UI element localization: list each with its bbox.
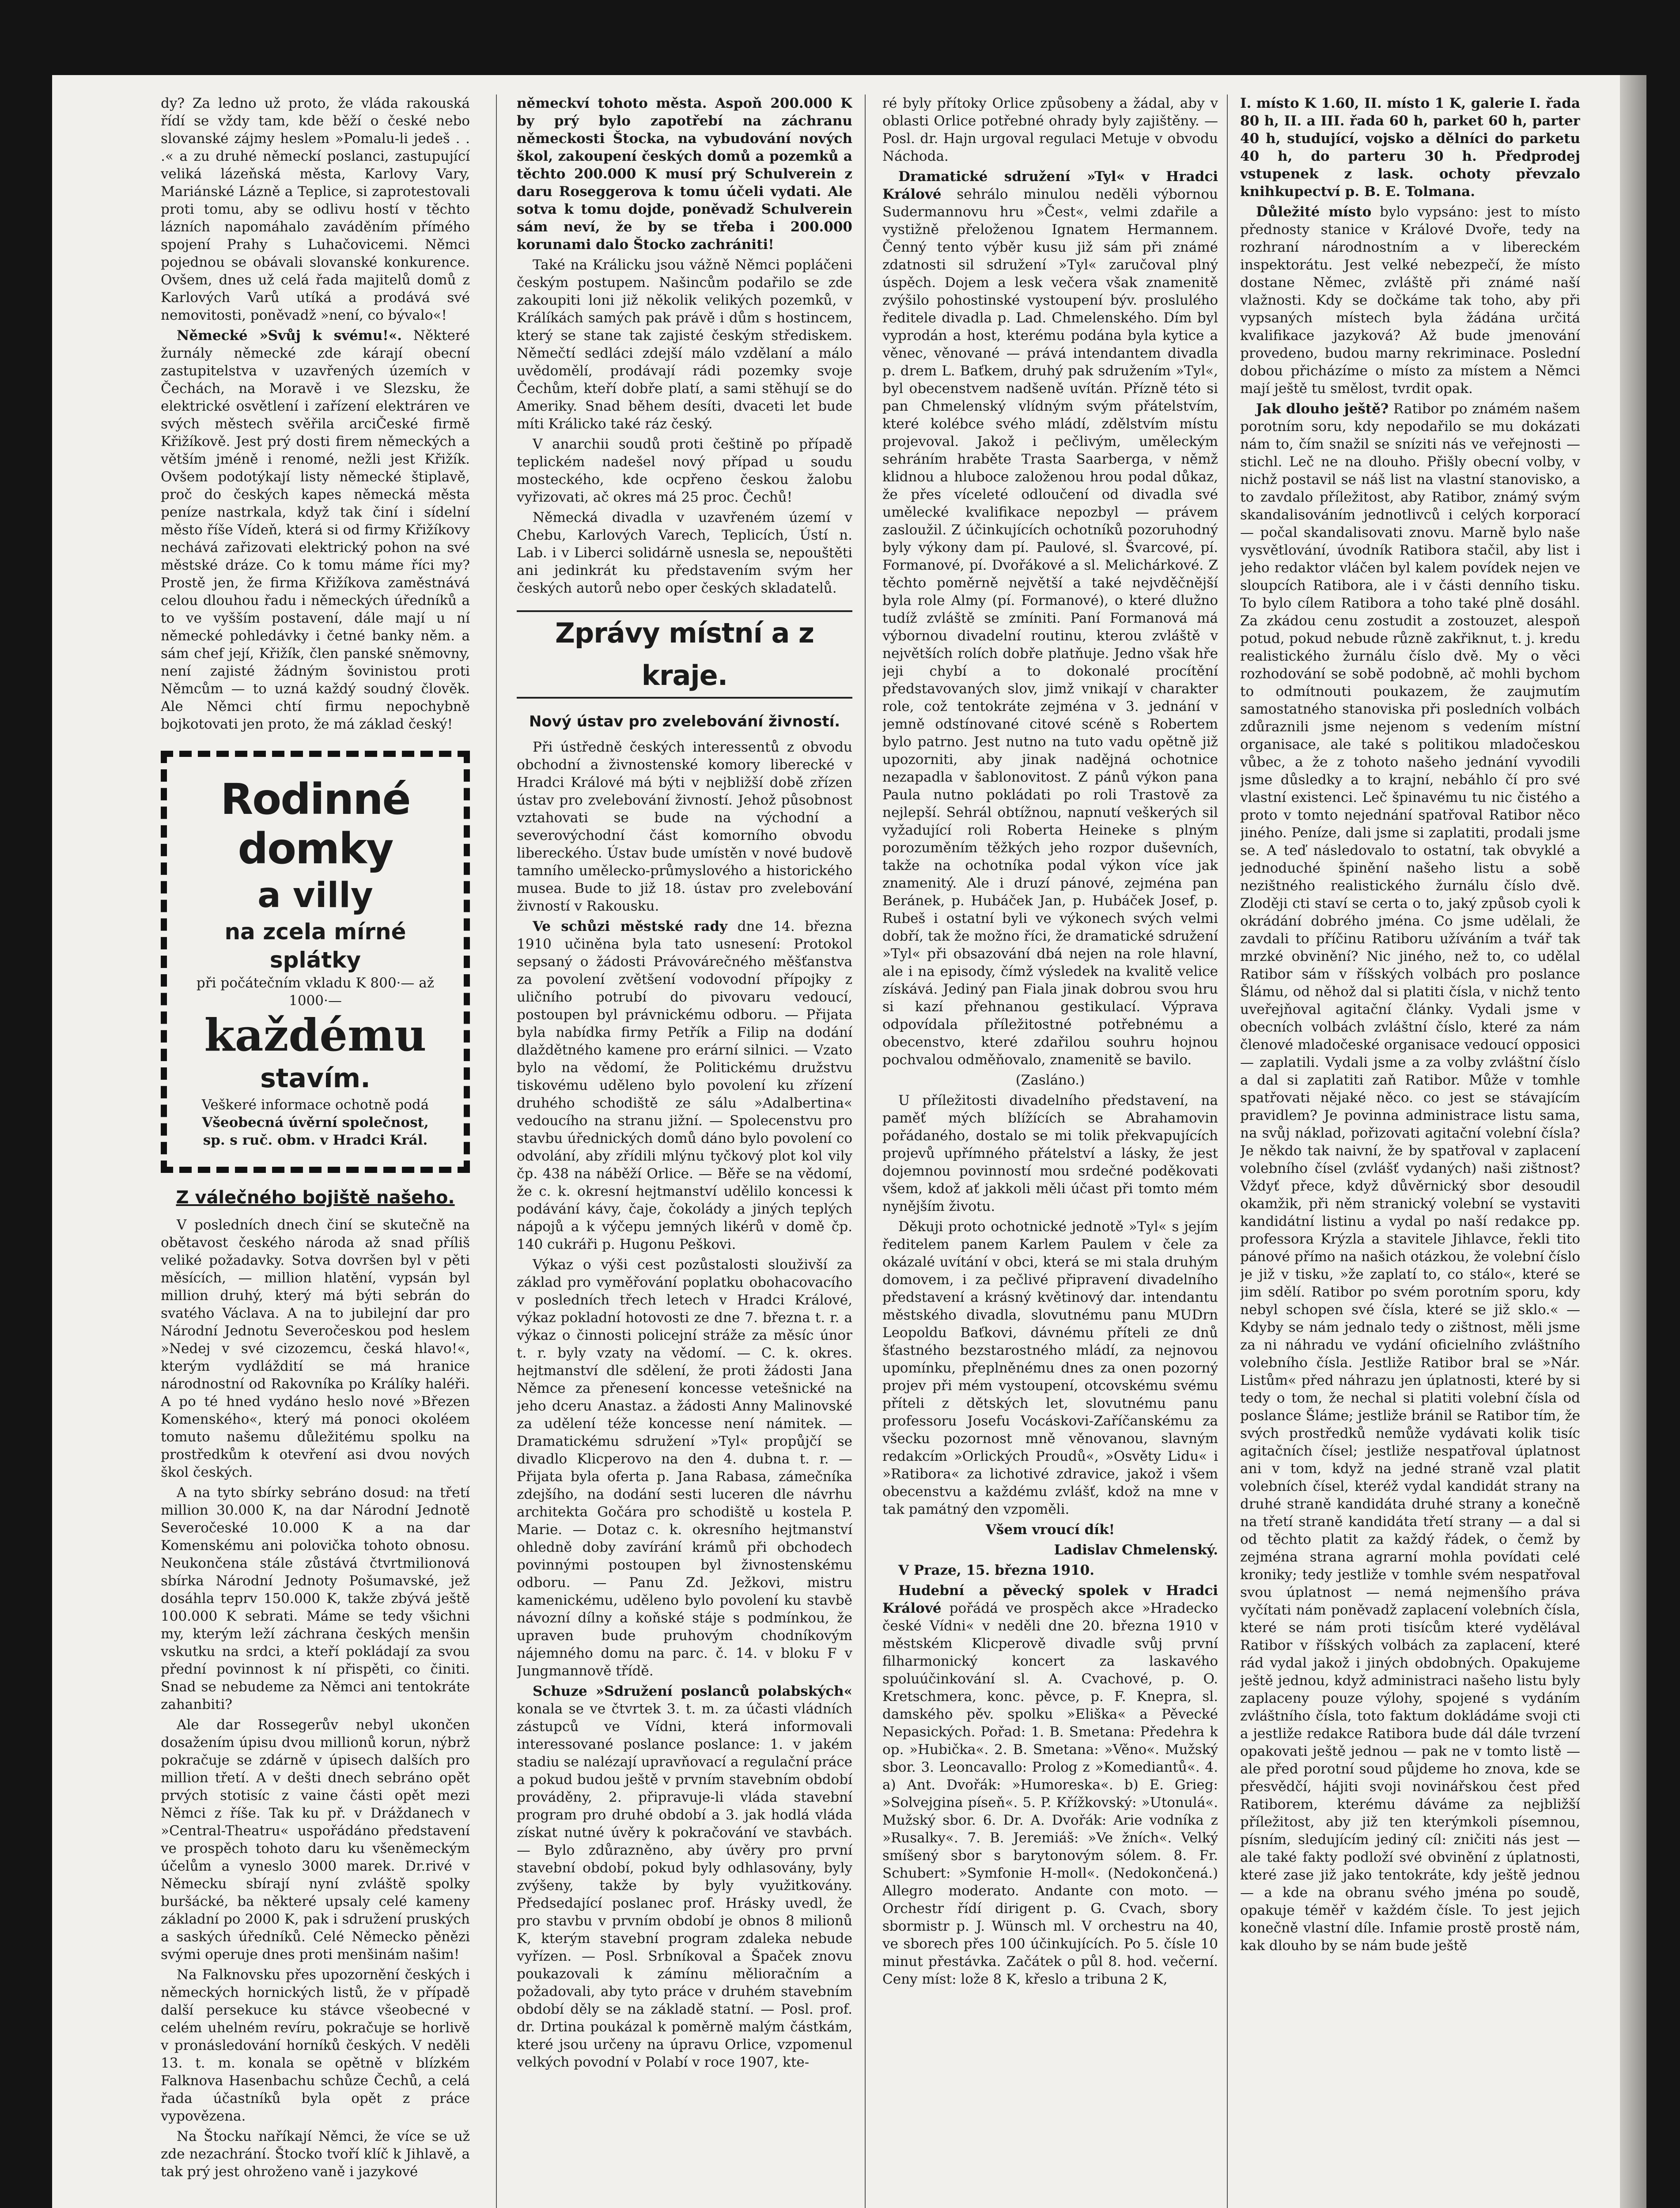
ad-location: sp. s ruč. obm. v Hradci Král. [203, 1132, 428, 1148]
dateline: V Praze, 15. března 1910. [898, 1562, 1095, 1578]
paragraph-text: Některé žurnály německé zde kárají obecní zastupitelstva v uzavřených územích v Čechách, na Moravě i ve Slezsku, že elektrické osvětlení i zařízení elektráren ve svých městech svěřila arciČeské firmě Křižíkově. Jest prý dosti firem německých a větším jméně i renomé, nežli jest Křižík. Ovšem podotýkají listy německé štiplavě, proč do českých kapes německá města peníze nastrkala, když tak činí i sídelní město říše Vídeň, která si od firmy Křižíkovy nechává zařizovati elektrický pohon na své městské dráze. Co k tomu máme říci my? Prostě jen, že firma Křižíkova zaměstnává celou dlouhou řadu i německých úředníků a to ve vyšším postavení, dále mají u ní německé pohledávky i četné banky něm. a sám chef její, Křižík, člen panské sněmovny, není zajisté žádným šovinistou proti Němcům — to uzná každý soudný člověk. Ale Němci chtí firmu nepochybně bojkotovati jen proto, že má základ český! [161, 328, 470, 732]
ad-subtitle: a villy [257, 876, 373, 915]
column-1 [161, 95, 470, 2208]
article-heading: Nový ústav pro zvelebování živností. [529, 713, 840, 730]
paragraph: U příležitosti divadelního představení, na paměť mých blížících se Abrahamovin pořádaného, dostalo se mi tolik překvapujících projevů upřímného přátelství a lásky, že jest dojemnou povinností mou srdečné poděkovati všem, kdož ať jakkoli měli účast při tomto mém nynějším životu. [882, 1093, 1218, 1214]
paragraph: dy? Za ledno už proto, že vláda rakouská řídí se vždy tam, kde běží o české nebo slovanské zájmy heslem »Pomalu-li jedeš . . .« a zu druhé německí poslanci, zastupující veliká lázeňská města, Karlovy Vary, Mariánské Lázně a Teplice, si zaprotestovali proti tomu, aby se odlivu hostí v těchto lázních napomáhalo zaváděním přímého spojení Prahy s Luhačovicemi. Němci pojednou se obávali slovanské konkurence. Ovšem, dnes už celá řada majitelů domů z Karlových Varů utíká a prodává své nemovitosti, poněvadž »není, co bývalo«! [161, 95, 470, 323]
paragraph [882, 168, 1218, 1069]
paragraph: Německá divadla v uzavřeném území v Chebu, Karlových Varech, Teplicích, Ústí n. Lab. i v Liberci solidárně usnesla se, nepouštěti ani jedinkrát ku představením svým her českých autorů nebo oper českých skladatelů. [517, 510, 852, 596]
column-4 [1240, 95, 1580, 2208]
signature: Ladislav Chmelenský. [1054, 1542, 1218, 1558]
ad-company: Všeobecná úvěrní společnost, [202, 1115, 429, 1130]
paragraph-text: konala se ve čtvrtek 3. t. m. za účasti vládních zástupců ve Vídni, která informovali interessované poslance poslance: 1. v jakém stadiu se nalézají upravňovací a regulační práce a pokud budou ještě v prvním stavebním období prováděny, 2. připravuje-li vláda stavební program pro druhé období a 3. jak hodlá vláda získat nutné úvěry k pokračování ve stavbách. — Bylo zdůrazněno, aby úvěry pro první stavební období, pokud byly odhlasovány, byly zvýšeny, takže by byly využitkovány. Předsedající poslanec prof. Hrásky uvedl, že pro stavbu v prvním období je obnos 8 milionů K, kterým stavební program zdaleka nebude vyřízen. — Posl. Srbníkoval a Špaček znovu poukazovali k zámínu mělioračním a požadovali, aby tyto práce v druhém stavebním období děly se na základě statní. — Posl. prof. dr. Drtina poukázal k poměrně malým částkám, které jsou určeny na úpravu Orlice, vzpomenul velkých povodní v Polabí v roce 1907, kte- [517, 1701, 852, 2070]
newspaper-page [52, 75, 1646, 2208]
ad-deposit: při počátečním vkladu K 800·— až 1000·— [196, 975, 435, 1009]
paragraph-lead: Německé »Svůj k svému!«. [177, 328, 402, 344]
paragraph: Na Štocku naříkají Němci, že více se už zde nezachrání. Štocko tvoří klíč k Jihlavě, a tak prý jest ohroženo vaně i jazykové [161, 2129, 470, 2180]
paragraph-text: bylo vypsáno: jest to místo přednosty stanice v Králové Dvoře, tedy na rozhraní národnostním a v libereckém inspektorátu. Jest velké nebezpečí, že místo dostane Němec, zvláště při známé naší vlažnosti. Kdy se dočkáme tak toho, aby při vypsaných místech byla žádána určitá kvalifikace jazyková? Až bude jmenování provedeno, budou marny rekriminace. Poslední dobou přicházíme o místo za místem a Němci mají ještě tu smělost, tvrdit opak. [1240, 204, 1580, 397]
page-edge [1620, 75, 1646, 2208]
paragraph [1240, 400, 1580, 1955]
paragraph-lead: Jak dlouho ještě? [1256, 401, 1389, 417]
paragraph [161, 327, 470, 733]
column-3 [882, 95, 1218, 2208]
ad-verb: stavím. [260, 1063, 371, 1094]
paragraph [882, 1582, 1218, 1988]
paragraph-text: sehrálo minulou neděli výbornou Sudermannovu hru »Čest«, velmi zdařile a vystižně přeloženou Ignatem Hermannem. Čenný tento výběr kusu již sám při známé zdatnosti sil sdružení »Tyl« zaručoval plný úspěch. Dojem a lesk večera však znamenitě zvýšilo pohostinské vystoupení býv. proslulého ředitele divadla p. Lad. Chmelenského. Dím byl vyprodán a host, kterému podána byla kytice a věnec, věnované — prává intendantem divadla p. drem L. Baťkem, druhý pak sdružením »Tyl«, byl obecenstvem nadšeně uvítán. Přízně této si pan Chmelenský vlídným svým přátelstvím, které kolébce svého mládí, zdělstvím místu projevoval. Jakož i pečlivým, uměleckým sehráním hraběte Trasta Saarberga, v němž klidnou a hluboce založenou hrou podal důkaz, že přes víceleté odloučení od divadla své umělecké kvalifikace nepozbyl — právem zasloužil. Z účinkujících ochotníků pozoruhodný byly výkony dam pí. Paulové, sl. Švarcové, pí. Formanové, pí. Dvořákové a sl. Melichárkové. Z těchto poměrně největší a také nejvděčnější byla role Almy (pí. Formanové), o které dlužno tudíž zvláště se zmíniti. Paní Formanová má výbornou divadelní routinu, kterou zvláště v největších rolích dobře platňuje. Jedno však hře jeji chybí a to dokonalé procítění představovaných slov, jimž vnikají v charakter role, což tentokráte zejména v 3. jednání v jemně odstínované citové scéně s Robertem bylo patrno. Jest nutno na tuto vadu opětně již upozorniti, aby jinak nadějná ochotnice nezapadla v šablonovitost. Z pánů výkon pana Paula nutno pokládati po roli Trastově za nejlepší. Sehrál obtížnou, napnutí veškerých sil vyžadující roli Roberta Heineke s plným porozuměním těžkých jeho rozpor duševních, takže na ochotníka podal výkon více jak znamenitý. Ale i druzí pánové, zejména pan Beránek, p. Hubáček Jan, p. Hubáček Josef, p. Rubeš i ostatní byli ve výkonech svých velmi dobří, tak že možno říci, že dramatické sdružení »Tyl« při obsazování dbá nejen na role hlavní, ale i na episody, čímž výsledek na kvalitě velice získává. Jediný pan Fiala jinak dobrou svou hru si kazí přehnanou gestikulací. Výprava odpovídala příležitostné potřebnému a obecenstvo, které zdařilou souhru hojnou pochvalou odměňovalo, znamenitě se bavilo. [882, 186, 1218, 1068]
paragraph: V anarchii soudů proti češtině po případě teplickém nadešel nový případ u soudu mosteckého, kde ocpřeno českou žalobu vyřizovati, ač okres má 25 proc. Čechů! [517, 436, 852, 505]
paragraph: Děkuji proto ochotnické jednotě »Tyl« s jejím ředitelem panem Karlem Paulem v čele za okázalé uvítání v obci, která se mi stala druhým domovem, i za pečlivé připravení divadelního představení a krásný květinový dar. intendantu městského divadla, slovutnému panu MUDrn Leopoldu Baťkovi, dávnému příteli ze dnů šťastného bezstarostného mládí, za nejnovou upomínku, přeplněnému dnes za onen pozorný projev při mém vystoupení, otcovskému svému příteli z dětských let, slovutnému panu professoru Josefu Vocáskovi-Zaříčanskému za všecku pozornost mně věnovanou, slavným redakcím »Orlických Proudů«, »Osvěty Lidu« i »Ratibora« za lichotivé zdravice, jakož i všem obecenstvu a každému zvlášť, kdož na mne v tak památný den vzpoměli. [882, 1219, 1218, 1517]
column-rule [496, 95, 497, 2208]
paragraph: (Zasláno.) [1015, 1072, 1085, 1088]
paragraph: Při ústředně českých interessentů z obvodu obchodní a živnostenské komory liberecké v Hradci Králové má býti v nejbližší době zřízen ústav pro zvelebování živností. Jehož působnost vztahovati se bude na východní a severovýchodní část komorního obvodu libereckého. Ústav bude umístěn v nové budově tamního umělecko-průmyslového a historického musea. Bude to již 18. ústav pro zvelebování živností v Rakousku. [517, 739, 852, 914]
advertisement-box [161, 751, 470, 1173]
paragraph-text: Ratibor po známém našem porotním soru, kdy nepodařilo se mu dokázati nám to, čím snažil se sníziti nás ve veřejnosti — stichl. Leč ne na dlouho. Přišly obecní volby, v nichž postavil se náš list na vlastní stanovisko, a to zavdalo příležitost, aby Ratibor, známý svým skandalisováním jednotlivců i celých korporací — počal skandalisovati znovu. Marně bylo naše vysvětlování, úvodník Ratibora stačil, aby list i jeho redaktor vláčen byl kalem povídek nejen ve sloupcích Ratibora, ale i v části denního tisku. To bylo cílem Ratibora a toho také plně dosáhl. Za zkádou cenu zostudit a zostouzet, alespoň potud, pokud nebude různě zakřiknut, t. j. kredu realistického žurnálu číslo dvě. My o věci rozhodování se sobě podobně, ač mohli bychom to odmítnouti poukazem, že zaujmutím samostatného stanoviska při posledních volbách zdůraznili jsme nejenom s vedením místní organisace, ale také s politikou mladočeskou vůbec, a že z tohoto našeho jednání vyvodili jsme důsledky a to krajní, nebáhlo čí pro své vlastní existenci. Leč špinavému tu nic čistého a proto v tomto nejednání spatřoval Ratibor něco jiného. Peníze, dali jsme si zaplatiti, prodali jsme se. A teď následovalo to ostatní, tak obvyklé a jednoduché špinění našeho listu a sobě nezištného realistického žurnálu číslo dvě. Zloději cti staví se certa o to, jaký způsob cyoli k okrádání dobrého jména. Co jsme udělali, že zavdali to příčinu Ratiboru užíváním a tvář tak mrzké obvinění? Nic jiného, než to, co udělal Ratibor sám v říšských volbách pro poslance Šlámu, od něhož dal si platiti čísla, v nichž tento uveřejňoval agitační články. Vydali jsme v obecních volbách zvláštní číslo, které za nám členové mladočeské organisace vedoucí opposici — zaplatili. Vydali jsme a za volby zvláštní číslo a dal si zaplatiti zaň Ratibor. Může v tomhle spatřovati nějaké něco. co jest se stávajícím pravidlem? Je povinna administrace listu sama, na svůj náklad, pořizovati agitační volební čísla? Je někdo tak naivní, že by spatřoval v zaplacení volebního čísel (zvlášť vydaných) naši zištnost? Vždyť přece, když důvěrnický sbor desoudil okamžik, při něm stranický volební se vystaviti kandidátní listinu a vydal po naší redakce pp. professora Krýzla a stavitele Jihlavce, řekli tito pánové přímo na našich otázkou, že volební číslo je již v tisku, »že zaplatí to, co stálo«, které se jim sdělí. Ratibor po svém porotním sporu, kdy nebyl schopen své čísla, které se již sklo.« — Kdyby se nám jednalo tedy o zištnost, měli jsme za ni náhradu ve vydání oficielního zvláštního volebního čísla. Jestliže Ratibor bral se »Nár. Listům« před náhrazu jen úplatnosti, které by si tedy o tom, že nechal si platiti volební čísla od poslance Šláme; jestliže bránil se Ratibor tím, že svých prostředků nemůže vydávati kolik tisíc agitačních čísel; jestliže nespatřoval úplatnost ani v tom, když na jedné straně vzal platit volebních čísel, kteréž vydal kandidát strany na druhé straně kandidáta druhé strany a konečně na třetí straně kandidáta třetí strany — a dal si od těchto platit za každý řádek, o čemž by zejména strana agrarní mohla povídati celé kroniky; tedy jestliže v tomhle svém nespatřoval svou úplatnost — nemá nejmenšího práva vyčítati nám poněvadž zaplacení volebních čísla, které se nám proti tisícům které vydělával Ratibor v říšských volbách za zaplacení, které rád vydal jakož i jiných obdobných. Opakujeme ještě jednou, když administraci našeho listu byly zaplaceny pouze výlohy, spojené s vydáním zvláštního čísla, toto faktum dokládáme svoji cti a jestliže redakce Ratibora bude dál dále tvrzení opakovati ještě jednou — pak ne v tomto listě — ale před porotní soud půjdeme ho znova, kde se přesvědčí, hájiti svoji novinářskou čest před Ratiborem, kterému dáváme za nejbližší příležitost, aby již ten kterýmkoli písemnou, písním, sledujícím jediný cíl: zničiti nás jest — ale také fakty podloží své obvinění z úplatnosti, které zase již jako tentokráte, kdy ještě jednou — a kde na obranu svého jména po soudě, opakuje téměř v každém čísle. To jest jejich konečně vlastní díle. Infamie prostě prostě nám, kak dlouho by se nám bude ještě [1240, 401, 1580, 1954]
paragraph-lead: Dramatické sdružení »Tyl« v Hradci Králové [882, 169, 1218, 202]
column-rule [865, 95, 866, 2208]
paragraph: A na tyto sbírky sebráno dosud: na třetí million 30.000 K, na dar Národní Jednotě Severočeské 10.000 K a na dar Komenskému ani polovička tohoto obnosu. Neukončena stále zůstává čtvrtmilionová sbírka Národní Jednoty Pošumavské, jež dosáhla teprv 150.000 K, takže zbývá ještě 100.000 K sebrati. Máme se tedy všichni my, kterým leží záchrana českých menšin vskutku na srdci, a kteří pokládají za svou přední povinnost k ní přispěti, co činiti. Snad se nebudeme za Němci ani tentokráte zahanbiti? [161, 1485, 470, 1713]
paragraph [1240, 203, 1580, 397]
paragraph-lead: Schuze »Sdružení poslanců polabských« [533, 1683, 852, 1699]
ad-terms: na zcela mírné splátky [224, 919, 406, 973]
paragraph-text: dne 14. března 1910 učiněna byla tato usnesení: Protokol sepsaný o žádosti Právovárečného měšťanstva za povolení zvětšení vodovodní přípojky z uličního potrubí do pivovaru vedoucí, postoupen byl právnickému odboru. — Přijata byla nabídka firmy Petřík a Filip na dodání dlaždětného kamene pro erární silnici. — Vzato bylo na vědomí, že Politickému družstvu tiskovému uděleno bylo povolení ku zřízení druhého schodiště ze sálu »Adalbertina« vedoucího na stranu jižní. — Spolecenstvu pro stavbu úřednických domů dáno bylo povolení co odvolání, aby zřídili mlýnu tyčkový plot kol vily čp. 438 na náběží Orlice. — Běře se na vědomí, že c. k. okresní hejtmanství udělilo koncessi k podávání kávy, čaje, čokolády a jiných teplých nápojů a k výčepu jemných likérů v domě čp. 140 cukráři p. Hugonu Peškovi. [517, 919, 852, 1252]
paragraph: Na Falknovsku přes upozornění českých i německých hornických listů, že v případě další persekuce ku stávce všeobecné v celém uhelném revíru, pokračuje se horlivě v pronásledování horníků českých. V neděli 13. t. m. konala se opětně v blízkém Falknova Hasenbachu schůze Čechů, a celá řada účastníků byla opět z práce vypovězena. [161, 1967, 470, 2124]
paragraph: ré byly přítoky Orlice způsobeny a žádal, aby v oblasti Orlice potřebné ohrady byly zajištěny. — Posl. dr. Hajn urgoval regulaci Metuje v obvodu Náchoda. [882, 95, 1218, 164]
ad-info: Veškeré informace ochotně podá [201, 1097, 429, 1113]
section-heading: Z válečného bojiště našeho. [176, 1187, 455, 1208]
paragraph-lead: Hudební a pěvecký spolek v Hradci Králové [882, 1583, 1218, 1616]
paragraph: německví tohoto města. Aspoň 200.000 K by prý bylo zapotřebí na záchranu německosti Štocka, na vybudování nových škol, zakoupení českých domů a pozemků a těchto 200.000 K musí prý Schulverein z daru Roseggerova k tomu účeli vydati. Ale sotva k tomu dojde, poněvadž Schulverein sám neví, že by se třeba i 200.000 korunami dalo Štocko zachrániti! [517, 95, 852, 253]
section-banner: Zprávy místní a z kraje. [517, 610, 852, 699]
paragraph-text: pořádá ve prospěch akce »Hradecko české Vídni« v neděli dne 20. března 1910 v městském Klicperově divadle svůj první filharmonický koncert za laskavého spoluúčinkování sl. A. Cvachové, p. O. Kretschmera, konc. pěvce, p. F. Knepra, sl. damského pěv. spolku »Eliška« a Pěvecké Nepasických. Pořad: 1. B. Smetana: Předehra k op. »Hubička«. 2. B. Smetana: »Věno«. Mužský sbor. 3. Leoncavallo: Prolog z »Komediantů«. 4. a) Ant. Dvořák: »Humoreska«. b) E. Grieg: »Solvejgina píseň«. 5. P. Křížkovský: »Utonulá«. Mužský sbor. 6. Dr. A. Dvořák: Arie vodníka z »Rusalky«. 7. B. Jeremiáš: »Ve žních«. Velký smíšený sbor s barytonovým sólem. 8. Fr. Schubert: »Symfonie H-moll«. (Nedokončená.) Allegro moderato. Andante con moto. — Orchestr řídí dirigent p. G. Cvach, sbory sbormistr p. J. Wünsch ml. V orchestru na 40, ve sborech přes 100 účinkujících. Po 5. čísle 10 minut přestávka. Začátek o půl 8. hod. večerní. Ceny míst: lože 8 K, křeslo a tribuna 2 K, [882, 1600, 1218, 1987]
paragraph: V posledních dnech činí se skutečně na obětavost českého národa až snad příliš veliké požadavky. Sotva dovršen byl v pěti měsících, — million hlatění, vypsán byl million druhý, který má býti sebrán do svatého Václava. A na to jubilejní dar pro Národní Jednotu Severočeskou pod heslem »Nedej v své cizozemcu, česká hlavo!«, kterým vydláždití se má hranice národnostní od Rakovníka po Králíky haléři. A po té hned vydáno heslo nové »Březen Komenského«, který má ponoci okoléem tomuto našemu důležitému spolku na prostředkům k otevření asi dvou nových škol českých. [161, 1217, 470, 1480]
paragraph: I. místo K 1.60, II. místo 1 K, galerie I. řada 80 h, II. a III. řada 60 h, parket 60 h, parter 40 h, studující, vojsko a dělníci do parketu 40 h, do parteru 30 h. Předprodej vstupenek z lask. ochoty převzalo knihkupectví p. B. E. Tolmana. [1240, 95, 1580, 200]
ad-headline: každému [204, 1009, 427, 1061]
ad-title: Rodinné domky [220, 775, 410, 873]
paragraph: Ale dar Rossegerův nebyl ukončen dosažením úpisu dvou millionů korun, nýbrž pokračuje se zdárně v úpisech dalších pro million třetí. A v dešti dnech sebráno opět prvých stotisíc z vaine části opět mezi Němci z říše. Tak ku př. v Dráždanech v »Central-Theatru« uspořádáno představení ve prospěch tohoto daru ku všeněmeckým účelům a vyneslo 3000 marek. Dr.rivé v Německu sbírají nyní zvláště spolky buršácké, ba některé upsaly celé kameny základní po 2000 K, pak i sdružení pruských a saských úředníků. Celé Německo pěnězi svými operuje dnes proti menšinám našim! [161, 1717, 470, 1962]
paragraph-lead: Důležité místo [1256, 204, 1372, 220]
paragraph: Všem vroucí dík! [985, 1522, 1115, 1538]
column-2 [517, 95, 852, 2208]
paragraph-lead: Ve schůzi městské rady [533, 919, 728, 934]
paragraph [517, 918, 852, 1253]
paragraph: Také na Králicku jsou vážně Němci popláčeni českým postupem. Našincům podařilo se zde zakoupiti loni již několik velikých pozemků, v Králíkách samých pak právě i dům s hostincem, který se stane tak zajisté českým střediskem. Němečtí sedláci zdejší málo vzdělaní a málo uvědomělí, prodávají rádi pozemky svoje Čechům, kteří dobře platí, a sami stěhují se do Ameriky. Snad během desíti, dvaceti let bude míti Králicko také ráz český. [517, 257, 852, 432]
column-rule [1227, 95, 1228, 2208]
paragraph: Výkaz o výši cest pozůstalosti slouživší za základ pro vyměřování poplatku obohacovacího v posledních třech letech v Hradci Králové, výkaz pokladní hotovosti ze dne 7. března t. r. a výkaz o činnosti policejní stráže za měsíc únor t. r. byly vzaty na vědomí. — C. k. okres. hejtmanství dle sdělení, že proti žádosti Jana Němce za přenesení koncesse vetešnické na jeho dceru Anastaz. a žádosti Anny Malinovské za udělení téže koncesse není námitek. — Dramatickému sdružení »Tyl« propůjčí se divadlo Klicperovo na den 4. dubna t. r. — Přijata byla oferta p. Jana Rabasa, zámečníka zdejšího, na dodání sesti luceren dle návrhu architekta Gočára pro schodiště u kostela P. Marie. — Dotaz c. k. okresního hejtmanství ohledně doby zavírání krámů při obchodech povinnými postoupen byl živnostenskému odboru. — Panu Zd. Ježkovi, mistru kamenickému, uděleno bylo povolení ku stavbě návozní dílny a koňské stáje s podmínkou, že upraven bude pruhovým chodníkovým nájemného domu na parc. č. 14. v bloku F v Jungmannově třídě. [517, 1257, 852, 1679]
paragraph [517, 1682, 852, 2071]
